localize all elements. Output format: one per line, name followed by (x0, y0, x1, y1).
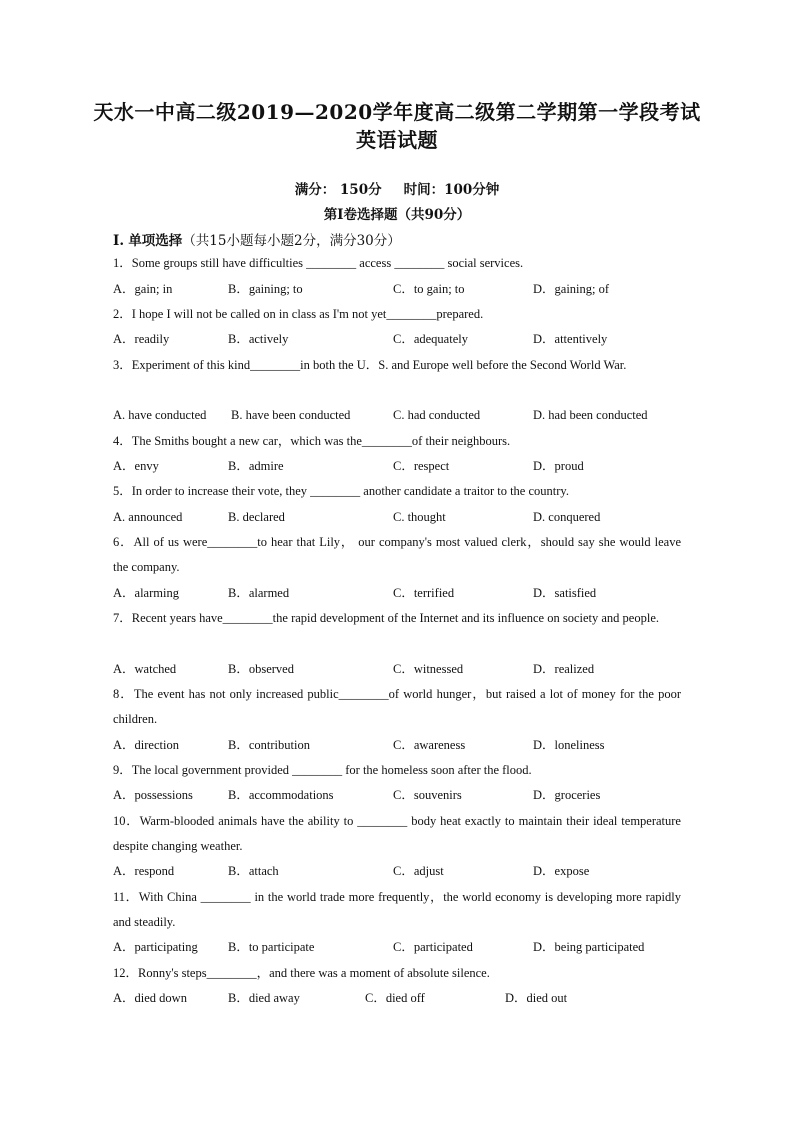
question-stem: 6．All of us were________to hear that Lily， our company's most valued clerk，should say she would leave the company. (113, 535, 681, 574)
option-b: B. declared (228, 510, 285, 524)
option-c: C．terrified (393, 586, 455, 600)
option-c: C．adjust (393, 864, 444, 878)
question-options (113, 733, 681, 758)
option-c: C. had conducted (393, 408, 481, 422)
option-d: D. had been conducted (533, 408, 648, 422)
question-stem: 5．In order to increase their vote, they ________ another candidate a traitor to the country. (113, 484, 569, 498)
question-options (113, 657, 681, 682)
option-a: A．respond (113, 864, 175, 878)
option-a: A. have conducted (113, 408, 207, 422)
option-d: D．proud (533, 459, 584, 473)
option-d: D．loneliness (533, 738, 605, 752)
question-stem: 10．Warm-blooded animals have the ability to ________ body heat exactly to maintain their ideal temperature despite changing weather. (113, 814, 681, 853)
question-stem: 12．Ronny's steps________，and there was a moment of absolute silence. (113, 966, 490, 980)
exam-subject: 英语试题 (356, 128, 438, 152)
option-c: C．witnessed (393, 662, 464, 676)
option-b: B．alarmed (228, 586, 290, 600)
option-a: A．readily (113, 332, 170, 346)
question-options (113, 783, 681, 808)
option-a: A．direction (113, 738, 179, 752)
option-a: A. announced (113, 510, 183, 524)
part-note: （共15小题每小题2分，满分30分） (182, 233, 401, 249)
option-a: A．died down (113, 991, 187, 1005)
question-stem: 2．I hope I will not be called on in class as I'm not yet________prepared. (113, 307, 484, 321)
question-options (113, 327, 681, 352)
option-a: A．participating (113, 940, 198, 954)
option-b: B．to participate (228, 940, 315, 954)
option-b: B．admire (228, 459, 284, 473)
option-b: B．contribution (228, 738, 310, 752)
question-stem: 9．The local government provided ________ for the homeless soon after the flood. (113, 763, 532, 777)
option-d: D．expose (533, 864, 590, 878)
option-b: B. have been conducted (231, 408, 351, 422)
part-name: 单项选择 (128, 233, 183, 249)
option-d: D．died out (505, 991, 568, 1005)
question-options (113, 935, 681, 960)
option-a: A．envy (113, 459, 159, 473)
option-c: C. thought (393, 510, 446, 524)
question-stem: 3．Experiment of this kind________in both the U．S. and Europe well before the Second World War. (113, 358, 627, 372)
option-d: D．attentively (533, 332, 608, 346)
question-options (113, 986, 681, 1011)
question-options (113, 859, 681, 884)
option-d: D. conquered (533, 510, 601, 524)
option-d: D．realized (533, 662, 595, 676)
option-d: D．satisfied (533, 586, 597, 600)
option-a: A．watched (113, 662, 177, 676)
option-b: B．observed (228, 662, 294, 676)
option-c: C．to gain; to (393, 282, 465, 296)
part-number: Ⅰ. (113, 233, 125, 249)
option-c: C．souvenirs (393, 788, 462, 802)
question-options (113, 403, 681, 428)
question-stem: 8．The event has not only increased public________of world hunger，but raised a lot of money for the poor children. (113, 687, 681, 726)
question-options (113, 581, 681, 606)
option-c: C．participated (393, 940, 473, 954)
option-d: D．gaining; of (533, 282, 610, 296)
option-b: B．gaining; to (228, 282, 303, 296)
exam-time: 时间：100分钟 (403, 182, 500, 198)
option-b: B．actively (228, 332, 289, 346)
exam-title: 天水一中高二级2019—2020学年度高二级第二学期第一学段考试 (93, 100, 701, 124)
question-stem: 11．With China ________ in the world trade more frequently，the world economy is developing more rapidly and steadily. (113, 890, 681, 929)
option-c: C．awareness (393, 738, 466, 752)
question-options (113, 505, 681, 530)
full-marks: 满分： 150分 (294, 182, 382, 198)
exam-meta (0, 178, 794, 198)
question-stem: 7．Recent years have________the rapid development of the Internet and its influence on society and people. (113, 611, 660, 625)
question-options (113, 277, 681, 302)
option-d: D．being participated (533, 940, 645, 954)
option-a: A．possessions (113, 788, 193, 802)
option-a: A．gain; in (113, 282, 173, 296)
question-options (113, 454, 681, 479)
option-a: A．alarming (113, 586, 179, 600)
option-b: B．attach (228, 864, 279, 878)
option-c: C．adequately (393, 332, 468, 346)
option-c: C．respect (393, 459, 450, 473)
question-stem: 4．The Smiths bought a new car，which was the________of their neighbours. (113, 434, 511, 448)
option-c: C．died off (365, 991, 425, 1005)
question-stem: 1．Some groups still have difficulties ________ access ________ social services. (113, 256, 524, 270)
part-title (113, 229, 401, 249)
option-d: D．groceries (533, 788, 601, 802)
option-b: B．died away (228, 991, 300, 1005)
section-title: 第Ⅰ卷选择题（共90分） (323, 207, 471, 223)
option-b: B．accommodations (228, 788, 334, 802)
